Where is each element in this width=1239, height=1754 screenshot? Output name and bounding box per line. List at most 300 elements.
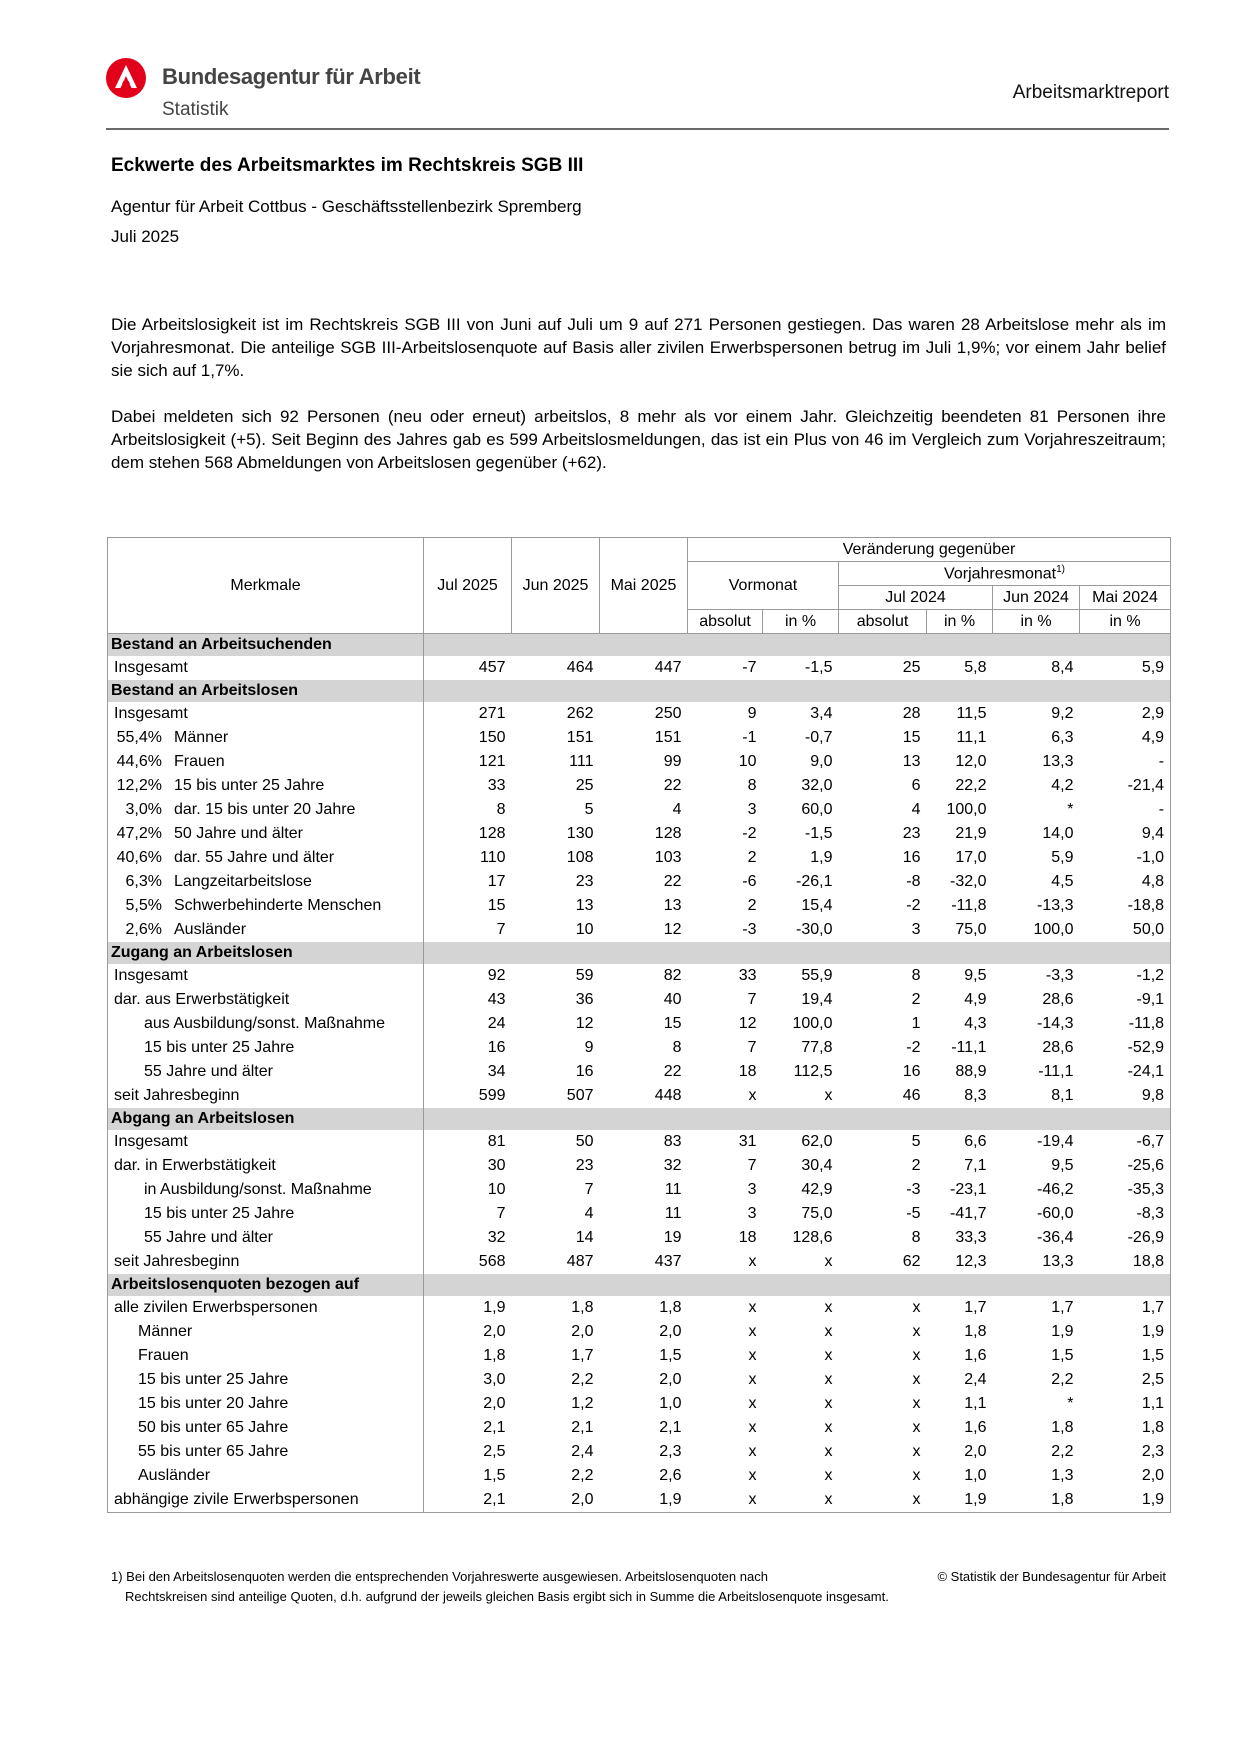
table-cell: 12 <box>738 1015 757 1032</box>
table-cell: 36 <box>575 991 594 1008</box>
table-cell: -2 <box>906 1039 921 1056</box>
table-cell: 2,0 <box>483 1323 506 1340</box>
table-body <box>108 634 1171 1513</box>
table-cell: 4 <box>911 801 921 818</box>
row-label <box>108 1012 424 1036</box>
table-cell: -6,7 <box>1080 1130 1171 1154</box>
section-title: Bestand an Arbeitslosen <box>108 680 424 702</box>
table-cell: 2,6 <box>659 1467 682 1484</box>
table-cell: 5 <box>911 1133 921 1150</box>
table-row <box>108 1464 1171 1488</box>
table-cell: 8 <box>911 967 921 984</box>
table-cell: 92 <box>487 967 506 984</box>
table-cell: 1,5 <box>1080 1344 1171 1368</box>
row-label <box>108 870 424 894</box>
table-cell: 18 <box>738 1229 757 1246</box>
table-cell: 8,3 <box>964 1087 987 1104</box>
row-label-text: 15 bis unter 25 Jahre <box>138 1371 289 1388</box>
row-label <box>108 846 424 870</box>
table-cell: -3 <box>742 921 757 938</box>
table-cell: 82 <box>663 967 682 984</box>
table-cell: 1,6 <box>964 1419 987 1436</box>
table-cell: -3,3 <box>1045 967 1074 984</box>
row-label-text: dar. in Erwerbstätigkeit <box>114 1157 276 1174</box>
table-cell: x <box>824 1443 833 1460</box>
table-cell: 16 <box>902 1063 921 1080</box>
table-cell: 1,8 <box>993 1488 1080 1513</box>
table-row <box>108 822 1171 846</box>
row-label <box>108 1392 424 1416</box>
table-cell: x <box>748 1323 757 1340</box>
table-cell: 599 <box>478 1087 506 1104</box>
table-cell: 9,8 <box>1080 1084 1171 1108</box>
table-row <box>108 1250 1171 1274</box>
table-cell: 5 <box>584 801 594 818</box>
row-label-text: Insgesamt <box>114 967 188 984</box>
row-label <box>108 1060 424 1084</box>
row-label <box>108 726 424 750</box>
table-cell: 46 <box>902 1087 921 1104</box>
table-cell: 1,7 <box>571 1347 594 1364</box>
table-cell: 12,3 <box>955 1253 987 1270</box>
table-cell: 2,1 <box>424 1488 512 1513</box>
table-cell: 9 <box>747 705 757 722</box>
table-cell: 22,2 <box>955 777 987 794</box>
table-cell: -0,7 <box>804 729 833 746</box>
table-row <box>108 964 1171 988</box>
table-cell: 130 <box>566 825 594 842</box>
row-label-text: Frauen <box>138 1347 189 1364</box>
table-cell: - <box>1080 798 1171 822</box>
table-cell: 17 <box>487 873 506 890</box>
col-header-in-pct: in % <box>993 610 1080 634</box>
org-name: Bundesagentur für Arbeit <box>162 64 421 89</box>
table-cell: 2,0 <box>659 1323 682 1340</box>
row-label-text: Insgesamt <box>114 659 188 676</box>
table-cell: x <box>748 1371 757 1388</box>
row-label <box>108 750 424 774</box>
table-cell: -1,5 <box>804 825 833 842</box>
table-cell: x <box>748 1419 757 1436</box>
table-cell: 15 <box>902 729 921 746</box>
summary-paragraph-2: Dabei meldeten sich 92 Personen (neu oder erneut) arbeitslos, 8 mehr als vor einem Jahr. Gleichzeitig beendeten 81 Personen ihre Arbeitslosigkeit (+5). Seit Beginn des Jahres gab es 599 Arbeitslosmeldungen, das ist ein Plus von 46 im Vergleich zum Vorjahreszeitraum; dem stehen 568 Abmeldungen von Arbeitslosen gegenüber (+62). <box>111 407 1166 472</box>
table-cell: 3,0 <box>483 1371 506 1388</box>
table-cell: x <box>824 1347 833 1364</box>
table-cell: 2 <box>747 897 757 914</box>
row-label-text: 15 bis unter 25 Jahre <box>144 1039 295 1056</box>
table-cell: 24 <box>487 1015 506 1032</box>
row-label-text: 15 bis unter 20 Jahre <box>138 1395 289 1412</box>
table-cell: 40 <box>663 991 682 1008</box>
row-label <box>108 822 424 846</box>
row-share-pct: 55,4% <box>116 729 162 746</box>
col-header-jun2024: Jun 2024 <box>993 586 1080 610</box>
row-label <box>108 894 424 918</box>
col-header-veraenderung: Veränderung gegenüber <box>688 538 1171 562</box>
table-cell: x <box>763 1488 839 1513</box>
table-cell: 2,3 <box>659 1443 682 1460</box>
table-cell: x <box>748 1395 757 1412</box>
table-cell: 55,9 <box>801 967 833 984</box>
table-cell: 1,9 <box>483 1299 506 1316</box>
table-cell: x <box>748 1087 757 1104</box>
table-row <box>108 1296 1171 1320</box>
table-cell: -21,4 <box>1080 774 1171 798</box>
table-cell: x <box>912 1443 921 1460</box>
table-cell: 2,3 <box>1080 1440 1171 1464</box>
table-cell: 7 <box>747 1157 757 1174</box>
table-cell: 100,0 <box>792 1015 833 1032</box>
table-cell: 507 <box>566 1087 594 1104</box>
row-label-text: Männer <box>138 1323 193 1340</box>
table-cell: x <box>839 1488 927 1513</box>
table-cell: 32 <box>663 1157 682 1174</box>
table-cell: 8,4 <box>1051 659 1074 676</box>
table-cell: 10 <box>575 921 594 938</box>
section-row <box>108 1274 1171 1296</box>
section-fill <box>424 680 1171 702</box>
footnote <box>111 1567 1166 1607</box>
table-cell: 3 <box>747 1205 757 1222</box>
table-row <box>108 1202 1171 1226</box>
table-cell: 262 <box>566 705 594 722</box>
table-cell: -23,1 <box>950 1181 987 1198</box>
table-cell: 121 <box>478 753 506 770</box>
table-cell: 9 <box>584 1039 594 1056</box>
table-cell: 437 <box>654 1253 682 1270</box>
table-cell: -11,1 <box>951 1039 987 1056</box>
table-cell: 1,7 <box>964 1299 987 1316</box>
region-subtitle: Agentur für Arbeit Cottbus - Geschäftsstellenbezirk Spremberg <box>111 197 582 216</box>
document-type: Arbeitsmarktreport <box>1012 82 1169 103</box>
table-cell: -35,3 <box>1080 1178 1171 1202</box>
row-label-text: Männer <box>174 729 229 746</box>
table-cell: 19 <box>663 1229 682 1246</box>
table-row <box>108 870 1171 894</box>
row-label <box>108 774 424 798</box>
col-header-jul2025: Jul 2025 <box>424 538 512 634</box>
table-cell: 19,4 <box>801 991 833 1008</box>
table-cell: -18,8 <box>1080 894 1171 918</box>
table-cell: 7 <box>584 1181 594 1198</box>
table-cell: 25 <box>575 777 594 794</box>
row-label <box>108 1368 424 1392</box>
footnote-line-2: Rechtskreisen sind anteilige Quoten, d.h. aufgrund der jeweils gleichen Basis ergibt sich in Summe die Arbeitslosenquote insgesamt. <box>125 1589 889 1604</box>
table-cell: x <box>912 1299 921 1316</box>
table-cell: 1,1 <box>1080 1392 1171 1416</box>
table-cell: x <box>824 1419 833 1436</box>
table-cell: x <box>824 1299 833 1316</box>
table-cell: 4,8 <box>1080 870 1171 894</box>
col-header-jun2025: Jun 2025 <box>512 538 600 634</box>
row-label-text: 50 bis unter 65 Jahre <box>138 1419 289 1436</box>
table-cell: 447 <box>654 659 682 676</box>
table-cell: 271 <box>478 705 506 722</box>
table-cell: 1,9 <box>1080 1320 1171 1344</box>
table-cell: 2 <box>911 991 921 1008</box>
table-row <box>108 774 1171 798</box>
table-cell: 9,2 <box>1051 705 1074 722</box>
row-label <box>108 1202 424 1226</box>
table-cell: 100,0 <box>1033 921 1074 938</box>
table-cell: 28,6 <box>1042 1039 1074 1056</box>
table-cell: x <box>912 1323 921 1340</box>
row-label-text: in Ausbildung/sonst. Maßnahme <box>144 1181 372 1198</box>
table-cell: 100,0 <box>946 801 987 818</box>
table-cell: 2,0 <box>483 1395 506 1412</box>
table-cell: 16 <box>487 1039 506 1056</box>
table-row <box>108 1440 1171 1464</box>
table-row <box>108 1368 1171 1392</box>
table-cell: 3 <box>911 921 921 938</box>
col-header-mai2024: Mai 2024 <box>1080 586 1171 610</box>
table-cell: x <box>912 1395 921 1412</box>
table-cell: * <box>1067 1395 1074 1412</box>
row-label <box>108 1296 424 1320</box>
row-share-pct: 5,5% <box>125 897 162 914</box>
section-fill <box>424 1274 1171 1296</box>
row-label-text: dar. 55 Jahre und älter <box>174 849 335 866</box>
table-cell: 11,5 <box>956 705 987 722</box>
table-row <box>108 1178 1171 1202</box>
table-cell: 487 <box>566 1253 594 1270</box>
table-cell: 83 <box>663 1133 682 1150</box>
row-label <box>108 1178 424 1202</box>
table-cell: -8 <box>906 873 921 890</box>
table-cell: 4 <box>584 1205 594 1222</box>
table-cell: 11 <box>664 1205 682 1222</box>
table-cell: 2,2 <box>1051 1443 1074 1460</box>
table-cell: 33 <box>738 967 757 984</box>
table-cell: 77,8 <box>801 1039 833 1056</box>
table-cell: 22 <box>663 777 682 794</box>
table-row <box>108 1036 1171 1060</box>
table-row <box>108 798 1171 822</box>
table-cell: 11,1 <box>956 729 987 746</box>
table-cell: 1,8 <box>659 1299 682 1316</box>
row-share-pct: 44,6% <box>116 753 162 770</box>
section-fill <box>424 942 1171 964</box>
table-cell: -11,1 <box>1038 1063 1074 1080</box>
col-header-in-pct: in % <box>1080 610 1171 634</box>
page-header <box>106 58 1169 130</box>
row-label <box>108 1464 424 1488</box>
table-row <box>108 846 1171 870</box>
table-row <box>108 1416 1171 1440</box>
row-label <box>108 1344 424 1368</box>
table-cell: 110 <box>479 849 506 866</box>
table-cell: x <box>748 1443 757 1460</box>
table-cell: 30,4 <box>801 1157 833 1174</box>
table-cell: 16 <box>902 849 921 866</box>
table-cell: 6 <box>911 777 921 794</box>
table-cell: -26,1 <box>796 873 833 890</box>
table-cell: x <box>824 1395 833 1412</box>
table-cell: 18,8 <box>1080 1250 1171 1274</box>
table-cell: 1,9 <box>1080 1488 1171 1513</box>
table-cell: 99 <box>663 753 682 770</box>
row-share-pct: 40,6% <box>116 849 162 866</box>
table-cell: 2 <box>747 849 757 866</box>
table-cell: 108 <box>566 849 594 866</box>
row-label-text: Schwerbehinderte Menschen <box>174 897 382 914</box>
table-cell: 1,8 <box>1080 1416 1171 1440</box>
row-label-text: 15 bis unter 25 Jahre <box>174 777 325 794</box>
table-row <box>108 750 1171 774</box>
row-label <box>108 1320 424 1344</box>
table-cell: 1,6 <box>964 1347 987 1364</box>
table-cell: 1,3 <box>1051 1467 1074 1484</box>
col-header-in-pct: in % <box>763 610 839 634</box>
row-label-text: alle zivilen Erwerbspersonen <box>114 1299 318 1316</box>
table-cell: -7 <box>742 659 757 676</box>
table-row <box>108 1012 1171 1036</box>
col-header-absolut: absolut <box>839 610 927 634</box>
table-cell: 2,4 <box>964 1371 987 1388</box>
row-label-text: Ausländer <box>174 921 247 938</box>
table-cell: 28 <box>902 705 921 722</box>
table-cell: -60,0 <box>1037 1205 1074 1222</box>
row-label-text: abhängige zivile Erwerbspersonen <box>114 1491 359 1508</box>
table-cell: 8,1 <box>1051 1087 1074 1104</box>
table-cell: 62 <box>902 1253 921 1270</box>
table-cell: 9,5 <box>1051 1157 1074 1174</box>
table-cell: 4,9 <box>964 991 987 1008</box>
table-row <box>108 656 1171 680</box>
row-label-text: aus Ausbildung/sonst. Maßnahme <box>144 1015 386 1032</box>
table-cell: 2,5 <box>483 1443 506 1460</box>
table-cell: 17,0 <box>955 849 987 866</box>
section-row <box>108 634 1171 657</box>
table-cell: -1,0 <box>1080 846 1171 870</box>
row-share-pct: 2,6% <box>125 921 162 938</box>
table-cell: 1,5 <box>483 1467 506 1484</box>
row-label <box>108 798 424 822</box>
table-cell: 2,0 <box>571 1323 594 1340</box>
org-subtitle: Statistik <box>162 99 229 120</box>
table-cell: x <box>748 1299 757 1316</box>
table-cell: 2,1 <box>483 1419 506 1436</box>
row-label-text: Frauen <box>174 753 225 770</box>
table-cell: 2,9 <box>1080 702 1171 726</box>
table-cell: 1,7 <box>1051 1299 1074 1316</box>
row-label-text: 50 Jahre und älter <box>174 825 303 842</box>
table-row <box>108 726 1171 750</box>
table-row <box>108 1488 1171 1513</box>
section-fill <box>424 1108 1171 1130</box>
row-label <box>108 964 424 988</box>
table-cell: x <box>688 1488 763 1513</box>
table-cell: 1,8 <box>1051 1419 1074 1436</box>
table-cell: 2,0 <box>964 1443 987 1460</box>
col-header-vormonat: Vormonat <box>688 562 839 610</box>
table-cell: -9,1 <box>1080 988 1171 1012</box>
table-cell: 7 <box>747 991 757 1008</box>
table-cell: 12,0 <box>955 753 987 770</box>
row-label-text: 55 Jahre und älter <box>144 1063 273 1080</box>
table-cell: 2,5 <box>1080 1368 1171 1392</box>
table-cell: x <box>912 1467 921 1484</box>
table-cell: 50,0 <box>1080 918 1171 942</box>
table-cell: 3,4 <box>810 705 833 722</box>
table-cell: 9,5 <box>964 967 987 984</box>
table-cell: 4,9 <box>1080 726 1171 750</box>
footnote-line-1: 1) Bei den Arbeitslosenquoten werden die entsprechenden Vorjahreswerte ausgewiesen. Arbeitslosenquoten nach <box>111 1569 768 1584</box>
table-cell: 28,6 <box>1042 991 1074 1008</box>
table-cell: 31 <box>738 1133 757 1150</box>
table-cell: -32,0 <box>950 873 987 890</box>
table-cell: 5,8 <box>964 659 987 676</box>
row-label <box>108 1036 424 1060</box>
col-header-vorjahresmonat: Vorjahresmonat$^{1)}$ <box>839 562 1171 586</box>
table-cell: 18 <box>738 1063 757 1080</box>
report-period: Juli 2025 <box>111 227 180 246</box>
table-cell: x <box>748 1347 757 1364</box>
table-cell: 250 <box>654 705 682 722</box>
table-cell: 7,1 <box>964 1157 987 1174</box>
table-cell: x <box>912 1371 921 1388</box>
table-cell: 1,5 <box>659 1347 682 1364</box>
table-cell: 42,9 <box>801 1181 833 1198</box>
table-cell: 1,8 <box>483 1347 506 1364</box>
row-label-text: dar. aus Erwerbstätigkeit <box>114 991 290 1008</box>
table-cell: 1,0 <box>964 1467 987 1484</box>
table-cell: 62,0 <box>801 1133 833 1150</box>
table-cell: -2 <box>906 897 921 914</box>
table-cell: 1,8 <box>571 1299 594 1316</box>
row-label-text: 15 bis unter 25 Jahre <box>144 1205 295 1222</box>
table-cell: 464 <box>566 659 594 676</box>
table-cell: 88,9 <box>955 1063 987 1080</box>
table-cell: 1,9 <box>927 1488 993 1513</box>
table-cell: -1,5 <box>804 659 833 676</box>
table-cell: 9,0 <box>810 753 833 770</box>
table-row <box>108 1226 1171 1250</box>
table-cell: 15 <box>487 897 506 914</box>
table-cell: 2,1 <box>659 1419 682 1436</box>
row-label <box>108 1488 424 1513</box>
table-cell: -24,1 <box>1080 1060 1171 1084</box>
table-cell: 150 <box>478 729 506 746</box>
row-label <box>108 1084 424 1108</box>
table-cell: 7 <box>747 1039 757 1056</box>
table-cell: x <box>912 1419 921 1436</box>
table-row <box>108 1130 1171 1154</box>
table-cell: 6,3 <box>1051 729 1074 746</box>
table-cell: 12 <box>575 1015 594 1032</box>
table-cell: 4,3 <box>964 1015 987 1032</box>
row-label-text: 55 bis unter 65 Jahre <box>138 1443 289 1460</box>
table-cell: 22 <box>663 873 682 890</box>
table-cell: x <box>912 1347 921 1364</box>
section-title: Bestand an Arbeitsuchenden <box>108 634 424 657</box>
table-row <box>108 1320 1171 1344</box>
table-cell: 4 <box>672 801 682 818</box>
table-cell: 2,2 <box>1051 1371 1074 1388</box>
col-header-merkmale: Merkmale <box>108 538 424 634</box>
table-cell: -13,3 <box>1037 897 1074 914</box>
row-label <box>108 1440 424 1464</box>
table-cell: 10 <box>487 1181 506 1198</box>
table-cell: 15,4 <box>801 897 833 914</box>
table-cell: 4,2 <box>1051 777 1074 794</box>
table-cell: 8 <box>911 1229 921 1246</box>
row-label <box>108 656 424 680</box>
table-cell: 23 <box>575 1157 594 1174</box>
table-cell: 6,6 <box>964 1133 987 1150</box>
section-row <box>108 680 1171 702</box>
table-cell: 1,1 <box>964 1395 987 1412</box>
